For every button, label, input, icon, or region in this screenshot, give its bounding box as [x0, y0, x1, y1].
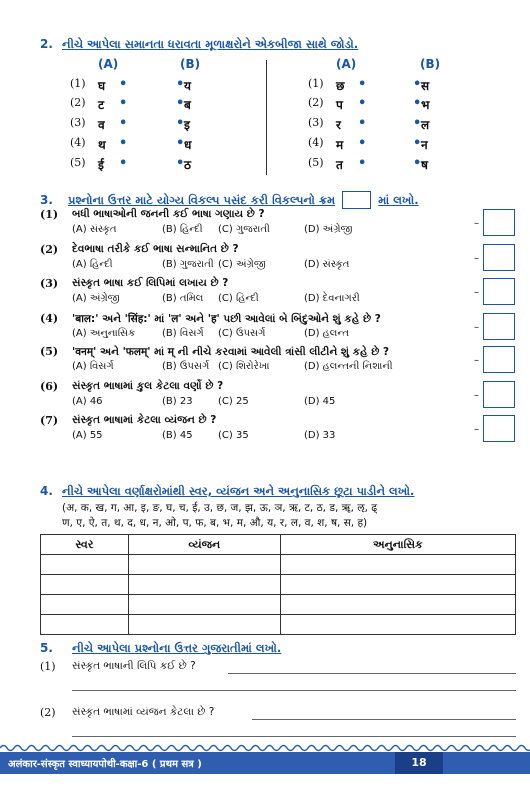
q3-option: (D) હલન્તની નિશાની — [304, 361, 393, 372]
q4-cell[interactable] — [280, 555, 515, 575]
q3-answer-box[interactable] — [483, 346, 515, 373]
q4-header-vyanjan: વ્યંજન — [128, 535, 280, 555]
q3-question-number: (2) — [40, 243, 59, 256]
q4-title: નીચે આપેલા વર્ણાક્ષરોમાંથી સ્વર, વ્યંજન અને અનુનાસિક છૂટા પાડીને લખો. — [62, 484, 415, 498]
q2-right-item-number: (5) — [308, 156, 324, 169]
q2-left-item-number: (5) — [70, 156, 86, 169]
q3-option: (A) અનુનાસિક — [72, 328, 136, 339]
q5-title: નીચે આપેલા પ્રશ્નોના ઉત્તર ગુજરાતીમાં લખો. — [72, 641, 282, 655]
q2-right-col-b-dot[interactable]: • — [413, 96, 422, 111]
q2-right-col-a-letter: छ — [336, 79, 345, 93]
q2-right-col-a-letter: म — [336, 138, 344, 152]
q3-option: (A) 46 — [72, 396, 103, 407]
q3-question-text: સંસ્કૃત ભાષામાં કુલ કેટલા વર્ણો છે ? — [72, 380, 224, 392]
q5-q1-number: (1) — [40, 660, 56, 673]
q3-answer-dash: – — [474, 218, 479, 229]
q3-option: (C) હિન્દી — [218, 293, 259, 304]
q4-cell[interactable] — [280, 575, 515, 595]
q3-option: (C) ગુજરાતી — [218, 224, 270, 235]
q2-left-item-number: (2) — [70, 96, 86, 109]
q2-left-col-b-dot[interactable]: • — [176, 156, 185, 171]
q2-left-col-a-dot[interactable]: • — [119, 116, 128, 131]
q3-question-text: સંસ્કૃત ભાષા કઈ લિપિમાં લખાય છે ? — [72, 277, 229, 289]
q3-option: (B) તમિલ — [162, 293, 204, 304]
q3-option: (B) ઉપસર્ગ — [162, 361, 210, 372]
q5-number: 5. — [40, 641, 53, 655]
q2-left-item-number: (1) — [70, 77, 86, 90]
q2-right-col-b-dot[interactable]: • — [413, 77, 422, 92]
q3-option: (A) સંસ્કૃત — [72, 224, 117, 235]
q2-right-item-number: (4) — [308, 136, 324, 149]
q3-question-number: (5) — [40, 345, 59, 358]
q4-letters-line-1: (अ, क, ख, ग, आ, इ, ङ, घ, च, ई, उ, छ, ज, झ, ऊ, ञ, ऋ, ट, ठ, ड, ॠ, ऌ, ढ् — [62, 502, 378, 514]
q3-question-text: 'वनम्' અને 'फलम्' માં म् ની નીચે કરવામાં આવેલી ત્રાંસી લીટીને શું કહે છે ? — [72, 346, 390, 358]
q2-left-col-a-dot[interactable]: • — [119, 156, 128, 171]
q2-number: 2. — [40, 37, 53, 51]
q3-option: (A) વિસર્ગ — [72, 361, 114, 372]
q2-left-col-b-letter: ब — [184, 98, 191, 112]
q2-left-col-a-letter: थ — [98, 138, 106, 152]
q3-option: (B) 45 — [162, 430, 193, 441]
q5-q1-answer-line[interactable] — [228, 673, 516, 674]
q4-number: 4. — [40, 484, 53, 498]
q2-right-col-b-dot[interactable]: • — [413, 136, 422, 151]
q4-cell[interactable] — [41, 575, 129, 595]
q3-answer-box[interactable] — [483, 415, 515, 442]
q2-left-item-number: (3) — [70, 116, 86, 129]
q2-right-item-number: (2) — [308, 96, 324, 109]
q2-title: નીચે આપેલા સમાનતા ધરાવતા મૂળાક્ષરોને એકબીજા સાથે જોડો. — [62, 37, 359, 51]
q2-right-col-a-header: (A) — [336, 57, 357, 71]
q2-left-col-a-dot[interactable]: • — [119, 136, 128, 151]
q4-cell[interactable] — [128, 575, 280, 595]
q2-right-col-a-letter: र — [336, 118, 341, 132]
q3-answer-box[interactable] — [483, 313, 515, 340]
q3-option: (D) 33 — [304, 430, 336, 441]
q3-option: (A) 55 — [72, 430, 103, 441]
q3-question-text: 'बाल:' અને 'सिंह:' માં 'ल' અને 'ह' પછી આવેલાં બે બિંદુઓને શું કહે છે ? — [72, 313, 381, 325]
q3-option: (D) દેવનાગરી — [304, 293, 360, 304]
q3-option: (A) હિન્દી — [72, 259, 113, 270]
q4-header-swar: સ્વર — [41, 535, 129, 555]
q2-right-col-a-letter: प — [336, 98, 343, 112]
q3-heading — [40, 189, 419, 209]
q2-right-col-a-dot[interactable]: • — [358, 77, 367, 92]
q2-right-col-b-letter: ष — [421, 158, 428, 172]
q3-answer-dash: – — [474, 424, 479, 435]
q5-q1-answer-line[interactable] — [72, 690, 516, 691]
q3-option: (D) 45 — [304, 396, 336, 407]
q3-option: (B) વિસર્ગ — [162, 328, 204, 339]
q2-left-col-a-letter: ट — [98, 98, 105, 112]
q5-q2-text: સંસ્કૃત ભાષામાં વ્યંજન કેટલા છે ? — [72, 706, 215, 718]
q3-answer-box[interactable] — [483, 244, 515, 271]
q3-question-text: બધી ભાષાઓની જનની કઈ ભાષા ગણાય છે ? — [72, 208, 265, 220]
q2-right-col-a-letter: त — [336, 158, 343, 172]
q4-cell[interactable] — [41, 555, 129, 575]
q3-answer-dash: – — [474, 253, 479, 264]
q2-right-item-number: (1) — [308, 77, 324, 90]
q3-answer-dash: – — [474, 322, 479, 333]
q2-left-col-a-letter: घ — [98, 79, 106, 93]
q3-option: (C) ઉપસર્ગ — [218, 328, 266, 339]
q5-q1-text: સંસ્કૃત ભાષાની લિપિ કઈ છે ? — [72, 660, 196, 672]
q3-answer-dash: – — [474, 355, 479, 366]
q3-answer-dash: – — [474, 287, 479, 298]
q3-question-number: (3) — [40, 277, 59, 290]
q3-title-answer-box — [342, 191, 371, 209]
q2-right-col-b-letter: ल — [421, 118, 430, 132]
q2-left-col-b-letter: इ — [184, 118, 190, 132]
q3-answer-box[interactable] — [483, 381, 515, 408]
q5-q2-answer-line[interactable] — [252, 719, 516, 720]
q2-right-col-b-dot[interactable]: • — [413, 156, 422, 171]
q3-option: (C) 35 — [218, 430, 249, 441]
page-number: 18 — [395, 752, 443, 774]
q2-left-col-b-dot[interactable]: • — [176, 77, 185, 92]
q2-left-col-b-letter: ठ — [184, 158, 191, 172]
q3-option: (D) અંગ્રેજી — [304, 224, 353, 235]
q2-left-item-number: (4) — [70, 136, 86, 149]
q4-cell[interactable] — [128, 615, 280, 635]
q3-answer-box[interactable] — [483, 278, 515, 305]
q2-right-col-a-dot[interactable]: • — [358, 116, 367, 131]
footer-bar — [0, 752, 530, 774]
q2-right-col-b-header: (B) — [420, 57, 441, 71]
q2-left-col-b-dot[interactable]: • — [176, 116, 185, 131]
q3-option: (B) ગુજરાતી — [162, 259, 214, 270]
q2-right-col-a-dot[interactable]: • — [358, 96, 367, 111]
q2-right-col-b-letter: न — [421, 138, 428, 152]
q3-option: (B) હિન્દી — [162, 224, 203, 235]
q5-q2-answer-line[interactable] — [72, 736, 516, 737]
q3-option: (D) હલન્ત — [304, 328, 349, 339]
q3-title: પ્રશ્નોના ઉત્તર માટે યોગ્ય વિકલ્પ પસંદ કરી વિકલ્પનો ક્રમ — [68, 193, 336, 207]
q3-option: (C) 25 — [218, 396, 249, 407]
q5-q2-number: (2) — [40, 706, 56, 719]
q4-cell[interactable] — [128, 595, 280, 615]
q4-letters-line-2: ण, ए, ऐ, त, थ, द, ध, न, ओ, प, फ, ब, भ, म, औ, य, र, ल, व, श, ष, स, ह) — [62, 517, 368, 529]
q2-left-col-b-dot[interactable]: • — [176, 96, 185, 111]
q3-question-number: (4) — [40, 312, 59, 325]
q2-right-col-a-dot[interactable]: • — [358, 136, 367, 151]
q2-left-col-a-letter: व — [98, 118, 105, 132]
q3-number: 3. — [40, 193, 53, 207]
q3-question-number: (6) — [40, 380, 59, 393]
q4-cell[interactable] — [41, 615, 129, 635]
q2-left-col-b-letter: य — [184, 79, 191, 93]
q3-option: (B) 23 — [162, 396, 193, 407]
q2-right-col-b-letter: भ — [421, 98, 430, 112]
q3-question-text: દેવભાષા તરીકે કઈ ભાષા સન્માનિત છે ? — [72, 243, 239, 255]
q2-right-col-a-dot[interactable]: • — [358, 156, 367, 171]
q2-right-col-b-letter: स — [421, 79, 430, 93]
q2-left-col-a-dot[interactable]: • — [119, 96, 128, 111]
q3-question-number: (7) — [40, 414, 59, 427]
q2-left-col-a-dot[interactable]: • — [119, 77, 128, 92]
q3-question-number: (1) — [40, 208, 59, 221]
q3-option: (C) શિરોરેખા — [218, 361, 270, 372]
q4-header-anunasik: અનુનાસિક — [280, 535, 515, 555]
q2-left-col-b-dot[interactable]: • — [176, 136, 185, 151]
q2-left-col-b-letter: ध — [184, 138, 192, 152]
q2-right-col-b-dot[interactable]: • — [413, 116, 422, 131]
q2-left-col-a-header: (A) — [98, 57, 119, 71]
q2-right-item-number: (3) — [308, 116, 324, 129]
q2-left-col-a-letter: ई — [98, 158, 104, 172]
q3-option: (C) અંગ્રેજી — [218, 259, 266, 270]
q4-cell[interactable] — [280, 615, 515, 635]
q3-option: (D) સંસ્કૃત — [304, 259, 350, 270]
q3-question-text: સંસ્કૃત ભાષામાં કેટલા વ્યંજન છે ? — [72, 414, 217, 426]
q2-column-divider — [266, 60, 267, 175]
q4-cell[interactable] — [41, 595, 129, 615]
q3-answer-dash: – — [474, 390, 479, 401]
q4-cell[interactable] — [280, 595, 515, 615]
q2-left-col-b-header: (B) — [180, 57, 201, 71]
q4-answer-table — [40, 534, 516, 635]
q3-answer-box[interactable] — [483, 209, 515, 236]
footer-title: अलंकार-संस्कृत स्वाध्यायपोथी-कक्षा-6 ( प्रथम सत्र ) — [8, 759, 202, 770]
q3-title-suffix: માં લખો. — [378, 193, 419, 207]
q3-option: (A) અંગ્રેજી — [72, 293, 120, 304]
q4-cell[interactable] — [128, 555, 280, 575]
